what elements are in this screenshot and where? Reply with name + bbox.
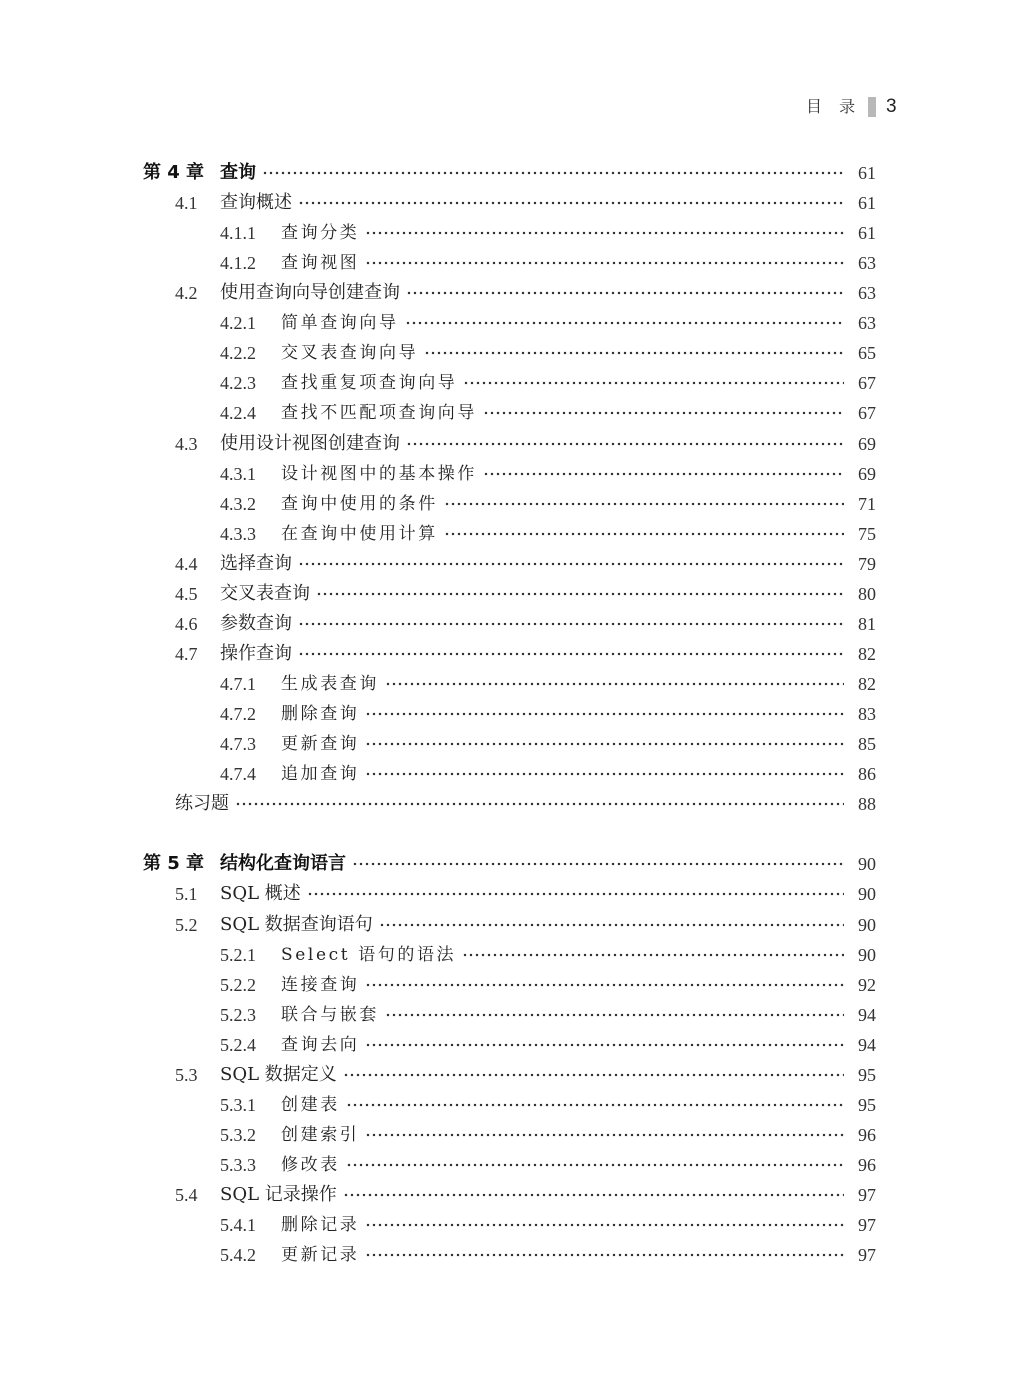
toc-subsection-title: 查找不匹配项查询向导: [281, 403, 477, 424]
toc-subsection-number: 5.2.2: [220, 974, 256, 995]
toc-chapter-title: 查询: [220, 162, 256, 183]
toc-subsection-number: 4.1.1: [220, 223, 256, 244]
toc-section-number: 4.6: [175, 613, 198, 634]
toc-subsection: [220, 1210, 876, 1240]
dot-leader: [298, 561, 844, 567]
dot-leader: [343, 1072, 844, 1078]
dot-leader: [462, 952, 844, 958]
toc-subsection-title: 连接查询: [281, 974, 360, 995]
toc-section: [175, 1180, 876, 1210]
toc-section: [175, 429, 876, 459]
toc-subsection: [220, 1030, 876, 1060]
toc-section-number: 5.1: [175, 884, 198, 905]
toc-subsection-title: 追加查询: [281, 764, 360, 785]
dot-leader: [365, 1252, 844, 1258]
toc-subsection-title: 删除记录: [281, 1215, 360, 1236]
dot-leader: [385, 681, 844, 687]
dot-leader: [346, 1102, 844, 1108]
toc-subsection-page: 86: [858, 764, 876, 785]
toc-subsection-number: 4.1.2: [220, 253, 256, 274]
toc-section-number: 4.7: [175, 643, 198, 664]
toc-subsection-number: 4.3.2: [220, 493, 256, 514]
dot-leader: [365, 1042, 844, 1048]
toc-subsection: [220, 459, 876, 489]
toc-subsection-page: 97: [858, 1215, 876, 1236]
toc-subsection-title: Select 语句的语法: [281, 944, 457, 965]
toc-subsection-number: 4.2.2: [220, 343, 256, 364]
toc-subsection-page: 97: [858, 1245, 876, 1266]
toc-subsection-page: 92: [858, 974, 876, 995]
toc-section-title: 选择查询: [220, 552, 292, 574]
toc-subsection-page: 65: [858, 343, 876, 364]
toc-section-number: 5.2: [175, 914, 198, 935]
toc-subsection-title: 联合与嵌套: [281, 1004, 379, 1025]
dot-leader: [385, 1012, 844, 1018]
dot-leader: [365, 982, 844, 988]
toc-subsection-title: 删除查询: [281, 704, 360, 725]
toc-exercises-title: 练习题: [175, 793, 229, 815]
toc-section: [175, 879, 876, 909]
toc-exercises-page: 88: [858, 794, 876, 815]
toc-section: [175, 639, 876, 669]
dot-leader: [365, 260, 844, 266]
toc-section: [175, 278, 876, 308]
page-number: 3: [886, 96, 897, 117]
toc-subsection-page: 69: [858, 463, 876, 484]
toc-subsection-title: 创建表: [281, 1094, 340, 1115]
dot-leader: [406, 441, 844, 447]
toc-subsection-page: 63: [858, 253, 876, 274]
toc-subsection: [220, 1240, 876, 1270]
dot-leader: [262, 170, 844, 176]
toc-subsection-page: 63: [858, 313, 876, 334]
toc-subsection: [220, 218, 876, 248]
toc-subsection-number: 4.7.3: [220, 734, 256, 755]
toc-section-page: 69: [858, 433, 876, 454]
toc-subsection-page: 94: [858, 1004, 876, 1025]
toc-section-title: 参数查询: [220, 612, 292, 634]
toc-subsection-number: 4.2.3: [220, 373, 256, 394]
dot-leader: [463, 380, 844, 386]
toc-subsection-page: 67: [858, 403, 876, 424]
toc-subsection-page: 67: [858, 373, 876, 394]
toc-subsection-page: 90: [858, 944, 876, 965]
toc-subsection: [220, 759, 876, 789]
toc-subsection-number: 5.2.3: [220, 1004, 256, 1025]
toc-subsection: [220, 1120, 876, 1150]
toc-section-title: SQL 概述: [220, 883, 301, 905]
dot-leader: [405, 320, 844, 326]
toc-subsection-page: 85: [858, 734, 876, 755]
toc-section-page: 90: [858, 884, 876, 905]
dot-leader: [365, 1132, 844, 1138]
toc-section-page: 61: [858, 193, 876, 214]
dot-leader: [298, 200, 844, 206]
toc-section-page: 90: [858, 914, 876, 935]
dot-leader: [365, 230, 844, 236]
toc-section-number: 5.3: [175, 1064, 198, 1085]
toc-subsection-page: 94: [858, 1034, 876, 1055]
toc-section-number: 4.4: [175, 553, 198, 574]
toc-section-title: 交叉表查询: [220, 582, 310, 604]
toc-subsection: [220, 519, 876, 549]
toc-section-page: 95: [858, 1064, 876, 1085]
toc-subsection-title: 设计视图中的基本操作: [281, 463, 477, 484]
toc-subsection-title: 简单查询向导: [281, 313, 399, 334]
toc-exercises: [175, 789, 876, 819]
dot-leader: [379, 922, 844, 928]
toc-subsection-title: 查询去向: [281, 1034, 360, 1055]
toc-subsection-page: 61: [858, 223, 876, 244]
toc-section-page: 63: [858, 283, 876, 304]
toc-section: [175, 579, 876, 609]
toc-subsection-title: 查询分类: [281, 223, 360, 244]
toc-subsection-page: 75: [858, 523, 876, 544]
toc-subsection-number: 4.7.4: [220, 764, 256, 785]
toc-subsection-number: 5.4.2: [220, 1245, 256, 1266]
toc-section-page: 79: [858, 553, 876, 574]
toc-subsection-number: 4.3.3: [220, 523, 256, 544]
dot-leader: [316, 591, 844, 597]
dot-leader: [352, 861, 844, 867]
toc-subsection-page: 83: [858, 704, 876, 725]
toc-subsection-title: 交叉表查询向导: [281, 343, 419, 364]
toc-subsection-number: 5.3.1: [220, 1094, 256, 1115]
toc-subsection-number: 5.3.3: [220, 1154, 256, 1175]
toc-subsection-title: 更新查询: [281, 734, 360, 755]
toc-chapter-number: 第 5 章: [143, 853, 205, 875]
toc-subsection-number: 5.4.1: [220, 1215, 256, 1236]
toc-section: [175, 609, 876, 639]
toc-subsection: [220, 669, 876, 699]
toc-subsection: [220, 699, 876, 729]
dot-leader: [483, 410, 844, 416]
toc-section-title: 使用查询向导创建查询: [220, 282, 400, 304]
toc-section-number: 4.3: [175, 433, 198, 454]
dot-leader: [424, 350, 844, 356]
toc-section-number: 4.1: [175, 193, 198, 214]
dot-leader: [406, 290, 844, 296]
dot-leader: [346, 1162, 844, 1168]
toc-subsection: [220, 1150, 876, 1180]
toc-subsection: [220, 729, 876, 759]
toc-chapter-number: 第 4 章: [143, 162, 205, 183]
toc-subsection-page: 96: [858, 1154, 876, 1175]
toc-chapter: [143, 849, 876, 879]
dot-leader: [343, 1192, 844, 1198]
toc-chapter: [143, 158, 876, 188]
toc-subsection-number: 4.7.2: [220, 704, 256, 725]
toc-subsection-page: 96: [858, 1124, 876, 1145]
dot-leader: [235, 801, 844, 807]
toc-subsection-title: 查询中使用的条件: [281, 493, 438, 514]
toc-section-title: 使用设计视图创建查询: [220, 432, 400, 454]
toc-section-page: 81: [858, 613, 876, 634]
toc-subsection: [220, 940, 876, 970]
toc-subsection-number: 4.3.1: [220, 463, 256, 484]
toc-subsection: [220, 970, 876, 1000]
dot-leader: [298, 651, 844, 657]
toc-subsection: [220, 338, 876, 368]
dot-leader: [365, 1222, 844, 1228]
toc-subsection-number: 4.7.1: [220, 674, 256, 695]
toc-subsection-title: 创建索引: [281, 1124, 360, 1145]
toc-chapter-page: 90: [858, 854, 876, 875]
toc-section-number: 5.4: [175, 1185, 198, 1206]
toc-subsection-title: 更新记录: [281, 1245, 360, 1266]
toc-section-title: SQL 数据查询语句: [220, 913, 373, 935]
toc-subsection-page: 82: [858, 674, 876, 695]
toc-subsection-title: 查找重复项查询向导: [281, 373, 458, 394]
toc-subsection-number: 5.2.4: [220, 1034, 256, 1055]
toc-subsection: [220, 489, 876, 519]
dot-leader: [483, 471, 844, 477]
toc-subsection-title: 生成表查询: [281, 674, 379, 695]
toc-subsection: [220, 398, 876, 428]
toc-section-title: SQL 记录操作: [220, 1184, 337, 1206]
toc-subsection-title: 在查询中使用计算: [281, 523, 438, 544]
toc-section: [175, 549, 876, 579]
running-header-title: 目 录: [806, 97, 862, 116]
toc-subsection: [220, 1090, 876, 1120]
toc-chapter-title: 结构化查询语言: [220, 853, 346, 875]
toc-section-title: SQL 数据定义: [220, 1063, 337, 1085]
dot-leader: [307, 891, 844, 897]
dot-leader: [365, 771, 844, 777]
toc-subsection-title: 查询视图: [281, 253, 360, 274]
toc-subsection-number: 5.3.2: [220, 1124, 256, 1145]
toc-section: [175, 910, 876, 940]
toc-section: [175, 1060, 876, 1090]
toc-subsection-page: 71: [858, 493, 876, 514]
toc-section-number: 4.2: [175, 283, 198, 304]
toc-section-title: 操作查询: [220, 642, 292, 664]
dot-leader: [365, 741, 844, 747]
toc-subsection-page: 95: [858, 1094, 876, 1115]
toc-section-page: 97: [858, 1185, 876, 1206]
toc-subsection: [220, 1000, 876, 1030]
toc-subsection: [220, 248, 876, 278]
toc-subsection-number: 4.2.4: [220, 403, 256, 424]
toc-section-title: 查询概述: [220, 192, 292, 214]
toc-subsection: [220, 368, 876, 398]
toc-subsection-number: 4.2.1: [220, 313, 256, 334]
toc-chapter-page: 61: [858, 163, 876, 183]
toc-section-page: 82: [858, 643, 876, 664]
toc-section: [175, 188, 876, 218]
dot-leader: [365, 711, 844, 717]
toc-subsection-title: 修改表: [281, 1154, 340, 1175]
toc-subsection-number: 5.2.1: [220, 944, 256, 965]
dot-leader: [298, 621, 844, 627]
dot-leader: [444, 501, 844, 507]
dot-leader: [444, 531, 844, 537]
toc-subsection: [220, 308, 876, 338]
toc-section-number: 4.5: [175, 583, 198, 604]
toc-section-page: 80: [858, 583, 876, 604]
